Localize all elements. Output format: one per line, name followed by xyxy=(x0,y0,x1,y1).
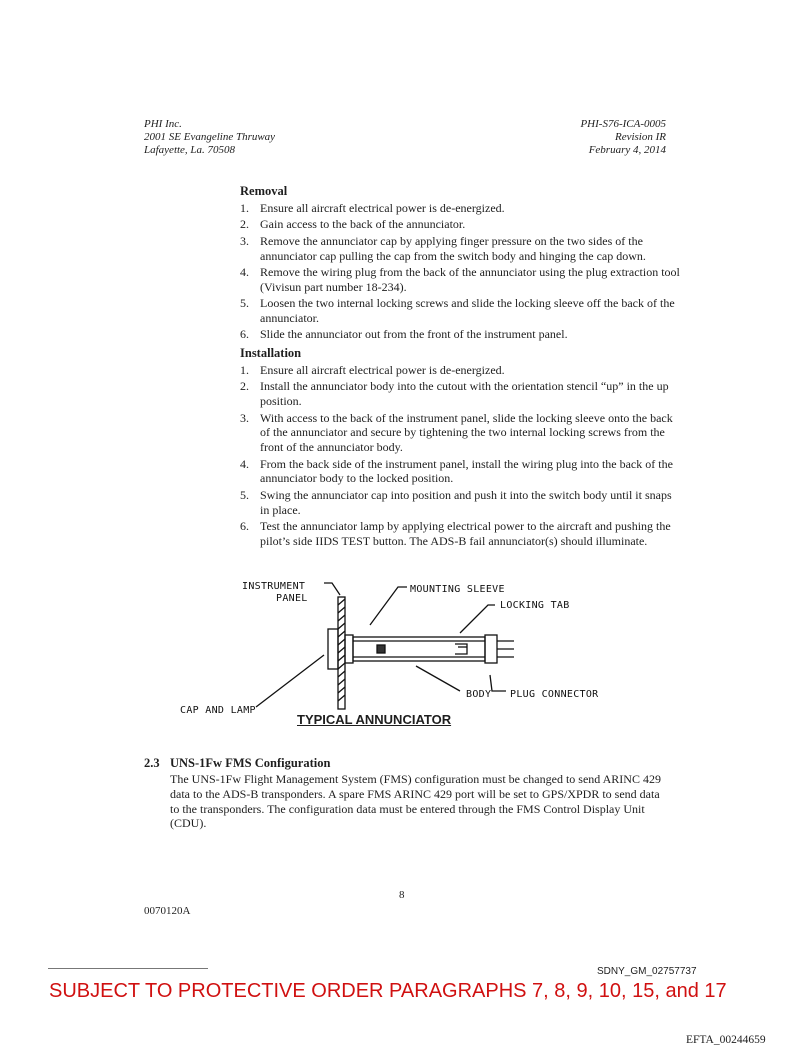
label-body: BODY xyxy=(466,689,492,700)
header-city: Lafayette, La. 70508 xyxy=(144,144,236,156)
removal-section xyxy=(240,184,680,344)
header-date: February 4, 2014 xyxy=(588,144,666,156)
step-text: Remove the wiring plug from the back of the annunciator using the plug extraction tool (Vivisun part number 18-234). xyxy=(260,264,680,294)
step-number: 1. xyxy=(240,363,249,377)
header-right xyxy=(500,118,666,157)
header-company: PHI Inc. xyxy=(144,118,182,130)
figure-caption: TYPICAL ANNUNCIATOR xyxy=(297,712,452,727)
step-text: Slide the annunciator out from the front of the instrument panel. xyxy=(260,327,568,342)
installation-section xyxy=(240,346,680,550)
section-2-3-body: The UNS-1Fw Flight Management System (FMS) configuration must be changed to send ARINC 429 data to the ADS-B transponders. A spare FMS ARINC 429 port will be set to GPS/XPDR to send data to the transponders. The configuration data must be entered through the FMS Control Display Unit (CDU). xyxy=(170,772,661,831)
removal-step xyxy=(240,296,680,326)
step-text: Gain access to the back of the annunciator. xyxy=(260,217,466,232)
label-mounting-sleeve: MOUNTING SLEEVE xyxy=(410,584,505,595)
step-text: Test the annunciator lamp by applying electrical power to the aircraft and pushing the pilot’s side IIDS TEST button. The ADS-B fail annunciator(s) should illuminate. xyxy=(260,518,671,548)
step-text: Ensure all aircraft electrical power is de-energized. xyxy=(260,363,505,377)
step-number: 2. xyxy=(240,379,249,394)
page-number: 8 xyxy=(399,889,405,901)
header-revision: Revision IR xyxy=(614,131,666,143)
installation-step xyxy=(240,488,680,518)
header-left xyxy=(144,118,275,157)
header-address: 2001 SE Evangeline Thruway xyxy=(144,131,276,143)
step-number: 6. xyxy=(240,518,249,533)
installation-step xyxy=(240,363,680,378)
step-number: 6. xyxy=(240,327,249,342)
step-number: 3. xyxy=(240,410,249,425)
label-instrument: INSTRUMENT xyxy=(242,581,306,592)
annunciator-diagram xyxy=(170,575,640,725)
label-panel: PANEL xyxy=(276,593,308,604)
removal-step xyxy=(240,201,680,216)
step-number: 5. xyxy=(240,487,249,502)
footer-rule xyxy=(48,968,208,969)
installation-step xyxy=(240,519,680,549)
step-number: 5. xyxy=(240,296,249,311)
label-locking-tab: LOCKING TAB xyxy=(500,600,570,611)
label-plug-connector: PLUG CONNECTOR xyxy=(510,689,599,700)
step-number: 4. xyxy=(240,264,249,279)
removal-step xyxy=(240,234,680,264)
step-text: From the back side of the instrument panel, install the wiring plug into the back of the annunciator body to the locked position. xyxy=(260,456,673,486)
step-text: Remove the annunciator cap by applying finger pressure on the two sides of the annunciator cap pulling the cap from the switch body and hinging the cap down. xyxy=(260,233,646,263)
step-text: Swing the annunciator cap into position and push it into the switch body until it snaps in place. xyxy=(260,487,672,517)
header-doc-id: PHI-S76-ICA-0005 xyxy=(580,118,666,130)
bates-number: SDNY_GM_02757737 xyxy=(597,966,697,977)
step-number: 1. xyxy=(240,201,249,215)
removal-step xyxy=(240,327,680,342)
installation-steps xyxy=(240,363,680,549)
section-2-3-title: UNS-1Fw FMS Configuration xyxy=(170,756,331,770)
step-number: 4. xyxy=(240,456,249,471)
installation-step xyxy=(240,457,680,487)
efta-number: EFTA_00244659 xyxy=(686,1034,766,1046)
removal-steps xyxy=(240,201,680,342)
step-text: Ensure all aircraft electrical power is de-energized. xyxy=(260,201,505,215)
step-text: With access to the back of the instrument panel, slide the locking sleeve onto the back of the annunciator and secure by tightening the two internal locking screws from the front of the annunciator body. xyxy=(260,410,673,455)
section-2-3-number: 2.3 xyxy=(144,756,160,770)
step-number: 3. xyxy=(240,233,249,248)
removal-step xyxy=(240,217,680,232)
step-text: Loosen the two internal locking screws and slide the locking sleeve off the back of the annunciator. xyxy=(260,296,675,325)
protective-order-notice: SUBJECT TO PROTECTIVE ORDER PARAGRAPHS 7, 8, 9, 10, 15, and 17 xyxy=(49,980,727,1002)
installation-step xyxy=(240,379,680,409)
step-text: Install the annunciator body into the cutout with the orientation stencil “up” in the up position. xyxy=(260,379,669,409)
label-cap-and-lamp: CAP AND LAMP xyxy=(180,705,256,716)
doc-code: 0070120A xyxy=(144,905,191,917)
installation-title: Installation xyxy=(240,346,302,360)
removal-title: Removal xyxy=(240,184,288,198)
removal-step xyxy=(240,265,680,295)
installation-step xyxy=(240,411,680,455)
step-number: 2. xyxy=(240,217,249,232)
